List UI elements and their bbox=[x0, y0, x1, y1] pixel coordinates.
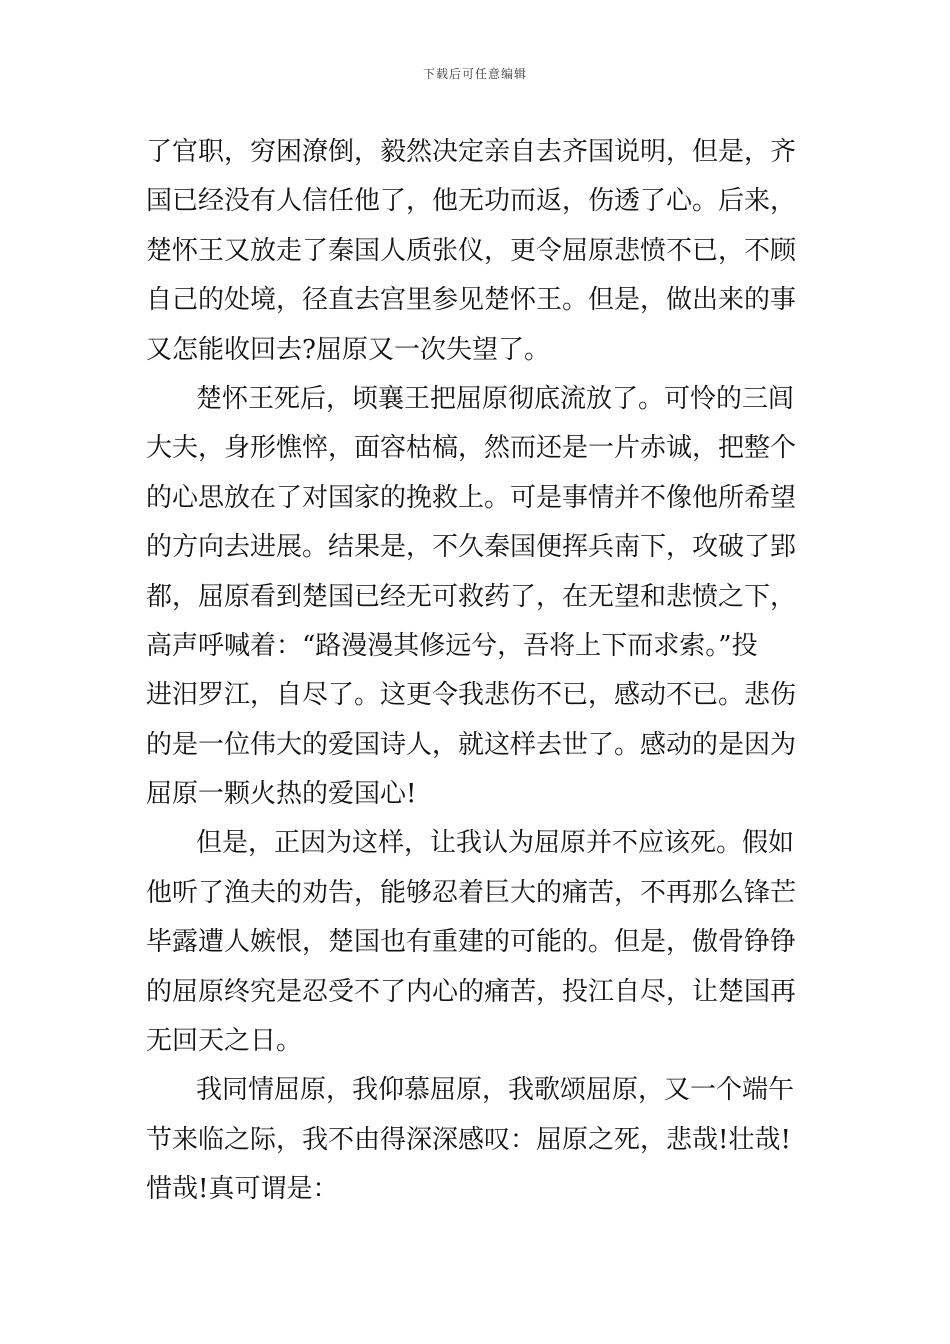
text-line: 又怎能收回去?屈原又一次失望了。 bbox=[146, 334, 550, 365]
text-line: 的心思放在了对国家的挽救上。可是事情并不像他所希望 bbox=[146, 482, 797, 513]
paragraph-first-line: 我同情屈原，我仰慕屈原，我歌颂屈原，又一个端午 bbox=[196, 1075, 795, 1106]
text-line: 都，屈原看到楚国已经无可救药了，在无望和悲愤之下， bbox=[146, 581, 797, 612]
text-line: 了官职，穷困潦倒，毅然决定亲自去齐国说明，但是，齐 bbox=[146, 137, 797, 167]
text-line: 自己的处境，径直去宫里参见楚怀王。但是，做出来的事 bbox=[146, 285, 797, 316]
text-line: 的屈原终究是忍受不了内心的痛苦，投江自尽，让楚国再 bbox=[146, 976, 797, 1007]
paragraph-first-line: 楚怀王死后，顷襄王把屈原彻底流放了。可怜的三闾 bbox=[196, 383, 795, 414]
text-line: 惜哉!真可谓是： bbox=[146, 1174, 339, 1205]
text-line: 进汨罗江，自尽了。这更令我悲伤不已，感动不已。悲伤 bbox=[146, 680, 797, 711]
text-line: 节来临之际，我不由得深深感叹：屈原之死，悲哉!壮哉! bbox=[146, 1124, 791, 1155]
text-line: 屈原一颗火热的爱国心! bbox=[146, 779, 417, 810]
text-line: 的是一位伟大的爱国诗人，就这样去世了。感动的是因为 bbox=[146, 729, 797, 760]
text-line: 高声呼喊着：“路漫漫其修远兮，吾将上下而求索。”投 bbox=[146, 630, 758, 661]
text-line: 大夫，身形憔悴，面容枯槁，然而还是一片赤诚，把整个 bbox=[146, 433, 797, 464]
text-line: 毕露遭人嫉恨，楚国也有重建的可能的。但是，傲骨铮铮 bbox=[146, 927, 797, 958]
text-line: 楚怀王又放走了秦国人质张仪，更令屈原悲愤不已，不顾 bbox=[146, 235, 797, 266]
header-note: 下载后可任意编辑 bbox=[422, 67, 527, 81]
text-line: 他听了渔夫的劝告，能够忍着巨大的痛苦，不再那么锋芒 bbox=[146, 877, 797, 908]
text-line: 的方向去进展。结果是，不久秦国便挥兵南下，攻破了郢 bbox=[146, 532, 797, 563]
paragraph-first-line: 但是，正因为这样，让我认为屈原并不应该死。假如 bbox=[196, 828, 795, 859]
text-line: 无回天之日。 bbox=[146, 1026, 303, 1057]
body-text bbox=[146, 128, 810, 1215]
text-line: 国已经没有人信任他了，他无功而返，伤透了心。后来， bbox=[146, 186, 797, 217]
